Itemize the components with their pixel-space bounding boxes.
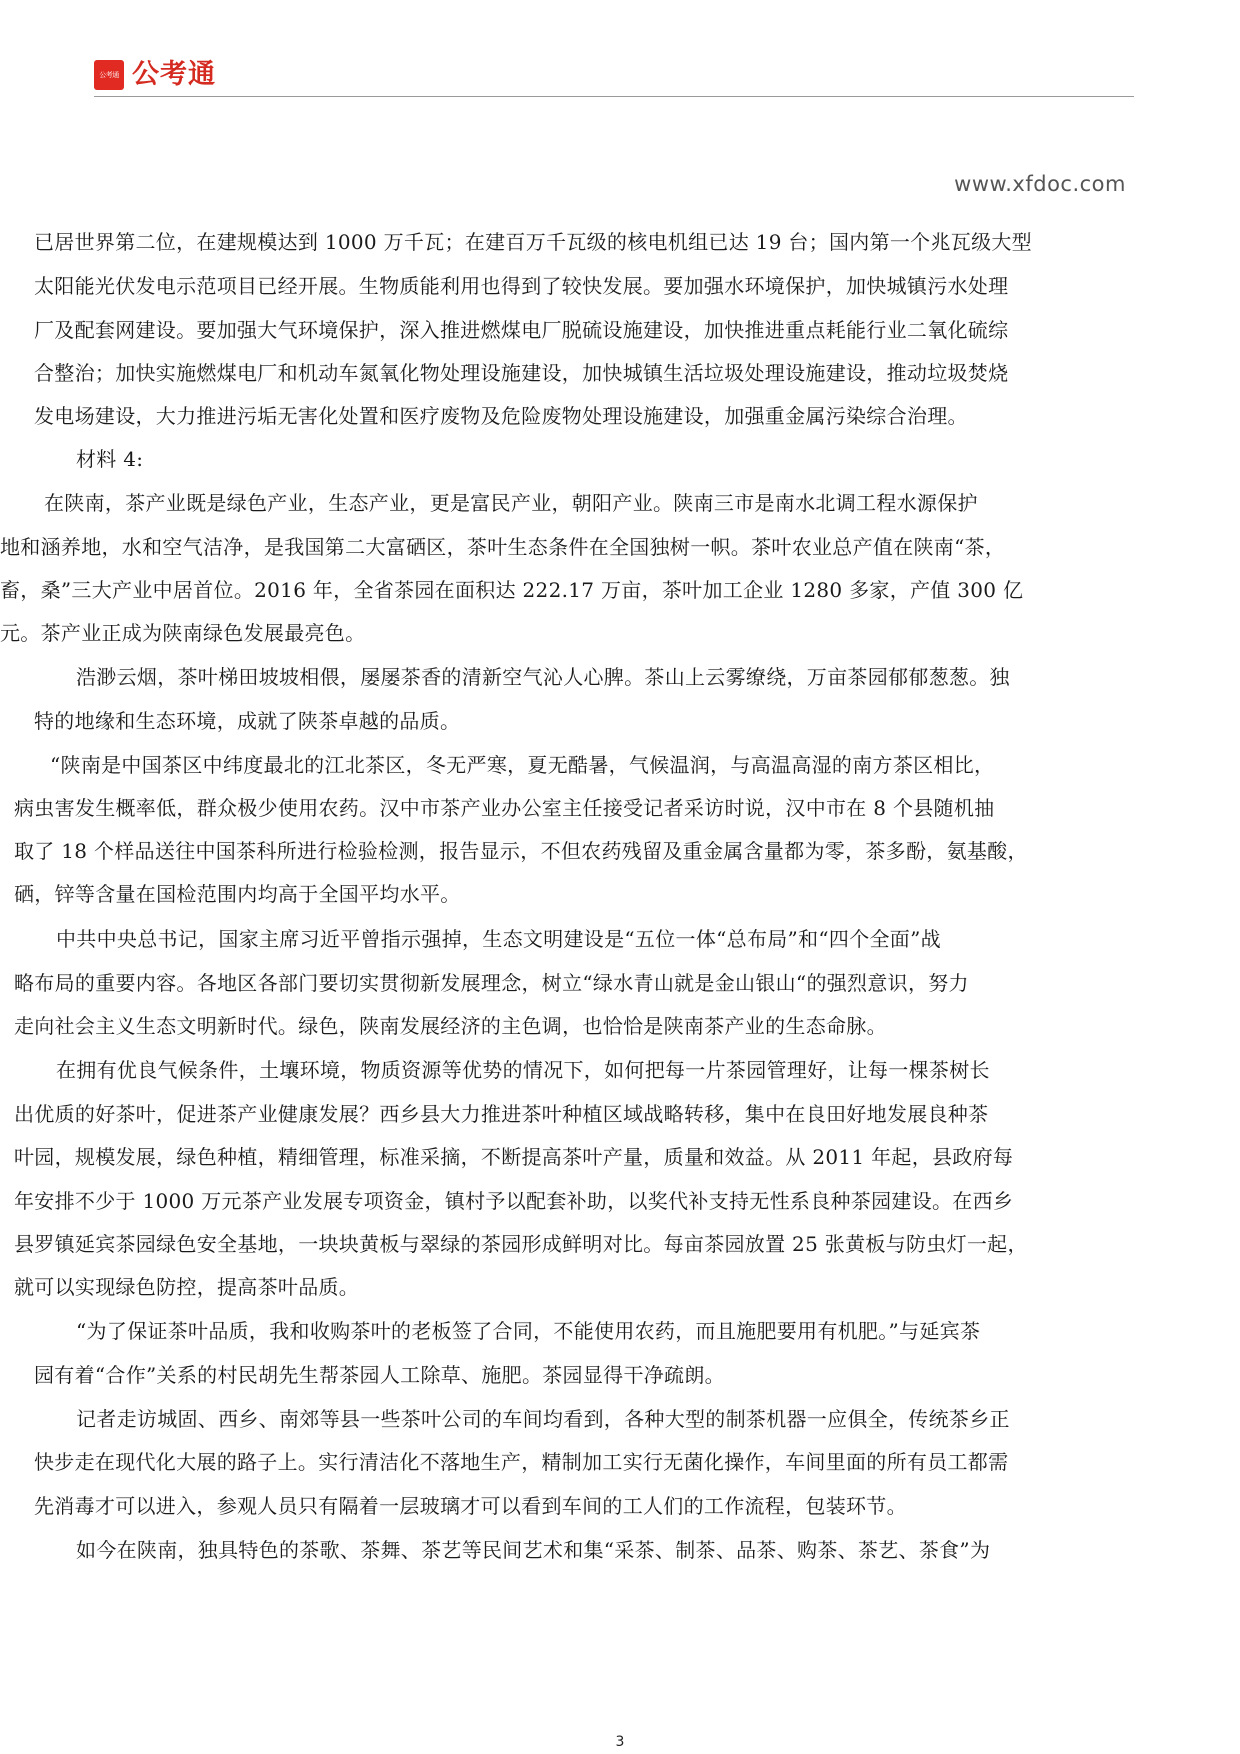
site-url: www.xfdoc.com — [954, 172, 1126, 196]
text-line: “陕南是中国茶区中纬度最北的江北茶区，冬无严寒，夏无酷暑，气候温润，与高温高湿的南方茶区相比， — [50, 753, 995, 777]
section-label: 材料 4: — [76, 447, 144, 471]
text-line: 地和涵养地，水和空气洁净，是我国第二大富硒区，茶叶生态条件在全国独树一帜。茶叶农业总产值在陕南“茶， — [0, 535, 1006, 559]
text-line: 厂及配套网建设。要加强大气环境保护，深入推进燃煤电厂脱硫设施建设，加快推进重点耗能行业二氧化硫综 — [34, 318, 1009, 342]
text-line: 略布局的重要内容。各地区各部门要切实贯彻新发展理念，树立“绿水青山就是金山银山“的强烈意识，努力 — [14, 971, 969, 995]
logo-icon: 公考通 — [94, 60, 124, 90]
text-line: 浩渺云烟，茶叶梯田坡坡相偎，屡屡茶香的清新空气沁人心脾。茶山上云雾缭绕，万亩茶园郁郁葱葱。独 — [76, 665, 1010, 689]
text-line: 园有着“合作”关系的村民胡先生帮茶园人工除草、施肥。茶园显得干净疏朗。 — [34, 1363, 725, 1387]
text-line: 快步走在现代化大展的路子上。实行清洁化不落地生产，精制加工实行无菌化操作，车间里面的所有员工都需 — [34, 1450, 1009, 1474]
text-line: 在陕南，茶产业既是绿色产业，生态产业，更是富民产业，朝阳产业。陕南三市是南水北调工程水源保护 — [44, 491, 978, 515]
page-number: 3 — [615, 1734, 625, 1750]
text-line: 记者走访城固、西乡、南郊等县一些茶叶公司的车间均看到，各种大型的制茶机器一应俱全，传统茶乡正 — [76, 1407, 1010, 1431]
text-line: 合整治；加快实施燃煤电厂和机动车氮氧化物处理设施建设，加快城镇生活垃圾处理设施建设，推动垃圾焚烧 — [34, 361, 1009, 385]
text-line: 走向社会主义生态文明新时代。绿色，陕南发展经济的主色调，也恰恰是陕南茶产业的生态命脉。 — [14, 1014, 887, 1038]
text-line: 就可以实现绿色防控，提高茶叶品质。 — [14, 1275, 360, 1299]
text-line: 硒，锌等含量在国检范围内均高于全国平均水平。 — [14, 882, 461, 906]
text-line: 太阳能光伏发电示范项目已经开展。生物质能利用也得到了较快发展。要加强水环境保护，加快城镇污水处理 — [34, 274, 1009, 298]
text-line: 发电场建设，大力推进污垢无害化处置和医疗废物及危险废物处理设施建设，加强重金属污染综合治理。 — [34, 404, 968, 428]
text-line: 中共中央总书记，国家主席习近平曾指示强掉，生态文明建设是“五位一体“总布局”和“四个全面”战 — [56, 927, 941, 951]
text-line: 元。茶产业正成为陕南绿色发展最亮色。 — [0, 621, 366, 645]
header-divider — [94, 96, 1134, 97]
text-line: 已居世界第二位，在建规模达到 1000 万千瓦；在建百万千瓦级的核电机组已达 19 台；国内第一个兆瓦级大型 — [34, 230, 1032, 254]
text-line: 特的地缘和生态环境，成就了陕茶卓越的品质。 — [34, 709, 461, 733]
logo-text: 公考通 — [132, 59, 216, 90]
text-line: 如今在陕南，独具特色的茶歌、茶舞、茶艺等民间艺术和集“采茶、制茶、品茶、购茶、茶艺、茶食”为 — [76, 1538, 991, 1562]
text-line: 病虫害发生概率低，群众极少使用农药。汉中市茶产业办公室主任接受记者采访时说，汉中市在 8 个县随机抽 — [14, 796, 995, 820]
text-line: 出优质的好茶叶，促进茶产业健康发展？西乡县大力推进茶叶种植区域战略转移，集中在良田好地发展良种茶 — [14, 1102, 989, 1126]
page-header — [94, 58, 1134, 98]
text-line: 叶园，规模发展，绿色种植，精细管理，标准采摘，不断提高茶叶产量，质量和效益。从 2011 年起，县政府每 — [14, 1145, 1014, 1169]
text-line: 先消毒才可以进入，参观人员只有隔着一层玻璃才可以看到车间的工人们的工作流程，包装环节。 — [34, 1494, 907, 1518]
text-line: 在拥有优良气候条件，土壤环境，物质资源等优势的情况下，如何把每一片茶园管理好，让每一棵茶树长 — [56, 1058, 990, 1082]
text-line: 年安排不少于 1000 万元茶产业发展专项资金，镇村予以配套补助，以奖代补支持无性系良种茶园建设。在西乡 — [14, 1189, 1014, 1213]
text-line: 畜，桑”三大产业中居首位。2016 年，全省茶园在面积达 222.17 万亩，茶叶加工企业 1280 多家，产值 300 亿 — [0, 578, 1024, 602]
text-line: “为了保证茶叶品质，我和收购茶叶的老板签了合同，不能使用农药，而且施肥要用有机肥。”与延宾茶 — [76, 1319, 981, 1343]
text-line: 县罗镇延宾茶园绿色安全基地，一块块黄板与翠绿的茶园形成鲜明对比。每亩茶园放置 25 张黄板与防虫灯一起， — [14, 1232, 1028, 1256]
text-line: 取了 18 个样品送往中国茶科所进行检验检测，报告显示，不但农药残留及重金属含量都为零，茶多酚，氨基酸， — [14, 839, 1028, 863]
